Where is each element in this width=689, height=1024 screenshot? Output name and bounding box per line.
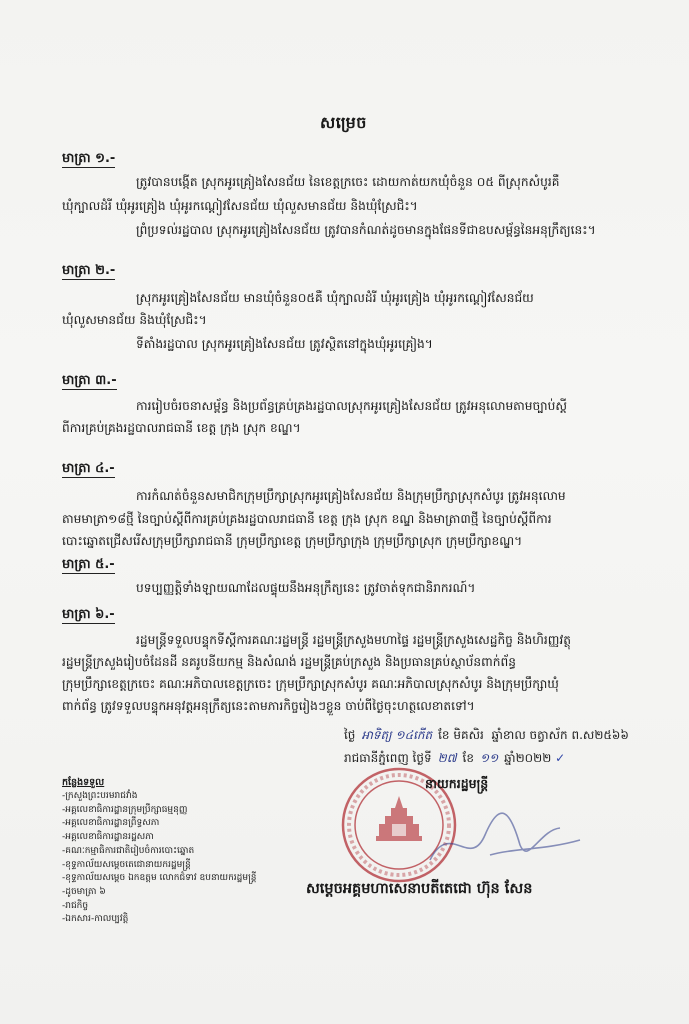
cc-item: -គណៈកម្មាធិការជាតិរៀបចំការបោះឆ្នោត bbox=[62, 845, 195, 856]
article-6-line-4: ពាក់ព័ន្ធ ត្រូវទទួលបន្ទុកអនុវត្តអនុក្រឹត្យនេះតាមភារកិច្ចរៀងៗខ្លួន ចាប់ពីថ្ងៃចុះហត្ថលេខាតទៅ។ bbox=[62, 699, 475, 713]
article-5-line-1: បទប្បញ្ញត្តិទាំងឡាយណាដែលផ្ទុយនឹងអនុក្រឹត្យនេះ ត្រូវចាត់ទុកជានិរាករណ៍។ bbox=[136, 581, 476, 595]
cc-item: -ដូចមាត្រា ៦ bbox=[62, 886, 106, 897]
cc-item: -ឯកសារ-កាលប្បវត្តិ bbox=[62, 914, 129, 925]
article-6-heading: មាត្រា ៦.- bbox=[62, 607, 115, 622]
article-4-line-2: តាមមាត្រា១៨ថ្មី នៃច្បាប់ស្តីពីការគ្រប់គ្រងរដ្ឋបាលរាជធានី ខេត្ត ក្រុង ស្រុក ខណ្ឌ និងមាត្រា៣ថ្មី នៃច្បាប់ស្តីពីការ bbox=[62, 512, 552, 526]
decision-title: សម្រេច bbox=[320, 113, 367, 132]
cc-title: កន្លែងទទួល bbox=[62, 777, 105, 788]
article-5-heading: មាត្រា ៥.- bbox=[62, 557, 115, 572]
article-2-heading: មាត្រា ២.- bbox=[62, 263, 116, 278]
article-1-heading: មាត្រា ១.- bbox=[62, 151, 116, 166]
cc-item: -អគ្គលេខាធិការដ្ឋានព្រឹទ្ធសភា bbox=[62, 818, 160, 829]
cc-item: -អគ្គលេខាធិការដ្ឋានរដ្ឋសភា bbox=[62, 832, 154, 843]
article-2-line-2: ឃុំលួសមានជ័យ និងឃុំស្រែជិះ។ bbox=[62, 313, 207, 327]
article-2-line-3: ទីតាំងរដ្ឋបាល ស្រុកអូរគ្រៀងសែនជ័យ ត្រូវស្ថិតនៅក្នុងឃុំអូរគ្រៀង។ bbox=[136, 337, 433, 351]
cc-item: -ក្រសួងព្រះបរមរាជវាំង bbox=[62, 791, 138, 801]
article-3-heading: មាត្រា ៣.- bbox=[62, 373, 117, 388]
article-1-line-3: ព្រំប្រទល់រដ្ឋបាល ស្រុកអូរគ្រៀងសែនជ័យ ត្រូវបានកំណត់ដូចមានក្នុងផែនទីជាឧបសម្ព័ន្ធនៃអនុក្រឹត្យនេះ។ bbox=[136, 223, 596, 237]
solar-date: រាជធានីភ្នំពេញ ថ្ងៃទី ២៧ ខែ ១១ ឆ្នាំ២០២២ ✓ bbox=[344, 751, 566, 765]
handwritten-solar-day: ២៧ bbox=[437, 751, 457, 765]
article-4-line-1: ការកំណត់ចំនួនសមាជិកក្រុមប្រឹក្សាស្រុកអូរគ្រៀងសែនជ័យ និងក្រុមប្រឹក្សាស្រុកសំបូរ ត្រូវអនុលោម bbox=[136, 489, 566, 503]
handwritten-lunar-day: អាទិត្យ ១៤កើត bbox=[361, 728, 433, 742]
cc-item: -ខុទ្ទកាល័យសម្តេច ឯកឧត្តម លោកជំទាវ ឧបនាយករដ្ឋមន្ត្រី bbox=[62, 873, 257, 884]
handwritten-solar-month: ១១ bbox=[479, 751, 499, 765]
article-4-heading: មាត្រា ៤.- bbox=[62, 461, 115, 476]
article-3-line-2: ពីការគ្រប់គ្រងរដ្ឋបាលរាជធានី ខេត្ត ក្រុង ស្រុក ខណ្ឌ។ bbox=[62, 421, 301, 435]
check-mark-icon: ✓ bbox=[555, 751, 566, 765]
cc-item: -រាជកិច្ច bbox=[62, 900, 89, 911]
article-6-line-1: រដ្ឋមន្ត្រីទទួលបន្ទុកទីស្តីការគណៈរដ្ឋមន្ត្រី រដ្ឋមន្ត្រីក្រសួងមហាផ្ទៃ រដ្ឋមន្ត្រីក្រសួងសេដ្ឋកិច្ច និងហិរញ្ញវត្ថុ bbox=[136, 633, 571, 647]
article-3-line-1: ការរៀបចំរចនាសម្ព័ន្ធ និងប្រព័ន្ធគ្រប់គ្រងរដ្ឋបាលស្រុកអូរគ្រៀងសែនជ័យ ត្រូវអនុលោមតាមច្បាប់ស្តី bbox=[136, 399, 567, 413]
article-2-line-1: ស្រុកអូរគ្រៀងសែនជ័យ មានឃុំចំនួន០៥គឺ ឃុំក្បាលដំរី ឃុំអូរគ្រៀង ឃុំអូរកណ្តៀវសែនជ័យ bbox=[136, 291, 534, 305]
lunar-date: ថ្ងៃ អាទិត្យ ១៤កើត ខែ មិគសិរ ឆ្នាំខាល ចត្វាស័ក ព.ស២៥៦៦ bbox=[344, 728, 629, 742]
signer-role: នាយករដ្ឋមន្ត្រី bbox=[425, 776, 489, 791]
cc-item: -ខុទ្ទកាល័យសម្តេចតេជោនាយករដ្ឋមន្ត្រី bbox=[62, 859, 191, 870]
cc-item: -អគ្គលេខាធិការដ្ឋានក្រុមប្រឹក្សាធម្មនុញ្ញ bbox=[62, 804, 188, 815]
article-6-line-3: ក្រុមប្រឹក្សាខេត្តក្រចេះ គណៈអភិបាលខេត្តក្រចេះ ក្រុមប្រឹក្សាស្រុកសំបូរ គណៈអភិបាលស្រុកសំបូរ និងក្រុមប្រឹក្សាឃុំ bbox=[62, 677, 559, 691]
article-4-line-3: បោះឆ្នោតជ្រើសរើសក្រុមប្រឹក្សារាជធានី ក្រុមប្រឹក្សាខេត្ត ក្រុមប្រឹក្សាក្រុង ក្រុមប្រឹក្សាស្រុក ក្រុមប្រឹក្សាខណ្ឌ។ bbox=[62, 534, 523, 548]
signer-name: សម្តេចអគ្គមហាសេនាបតីតេជោ ហ៊ុន សែន bbox=[306, 881, 533, 897]
article-6-line-2: រដ្ឋមន្ត្រីក្រសួងរៀបចំដែនដី នគរូបនីយកម្ម និងសំណង់ រដ្ឋមន្ត្រីគ្រប់ក្រសួង និងប្រធានគ្រប់ស្ថាប័នពាក់ព័ន្ធ bbox=[62, 655, 516, 669]
handwritten-signature-icon bbox=[420, 800, 590, 880]
article-1-line-2: ឃុំក្បាលដំរី ឃុំអូរគ្រៀង ឃុំអូរកណ្តៀវសែនជ័យ ឃុំលួសមានជ័យ និងឃុំស្រែជិះ។ bbox=[62, 199, 418, 213]
article-1-line-1: ត្រូវបានបង្កើត ស្រុកអូរគ្រៀងសែនជ័យ នៃខេត្តក្រចេះ ដោយកាត់យកឃុំចំនួន ០៥ ពីស្រុកសំបូរគឺ bbox=[136, 175, 560, 189]
